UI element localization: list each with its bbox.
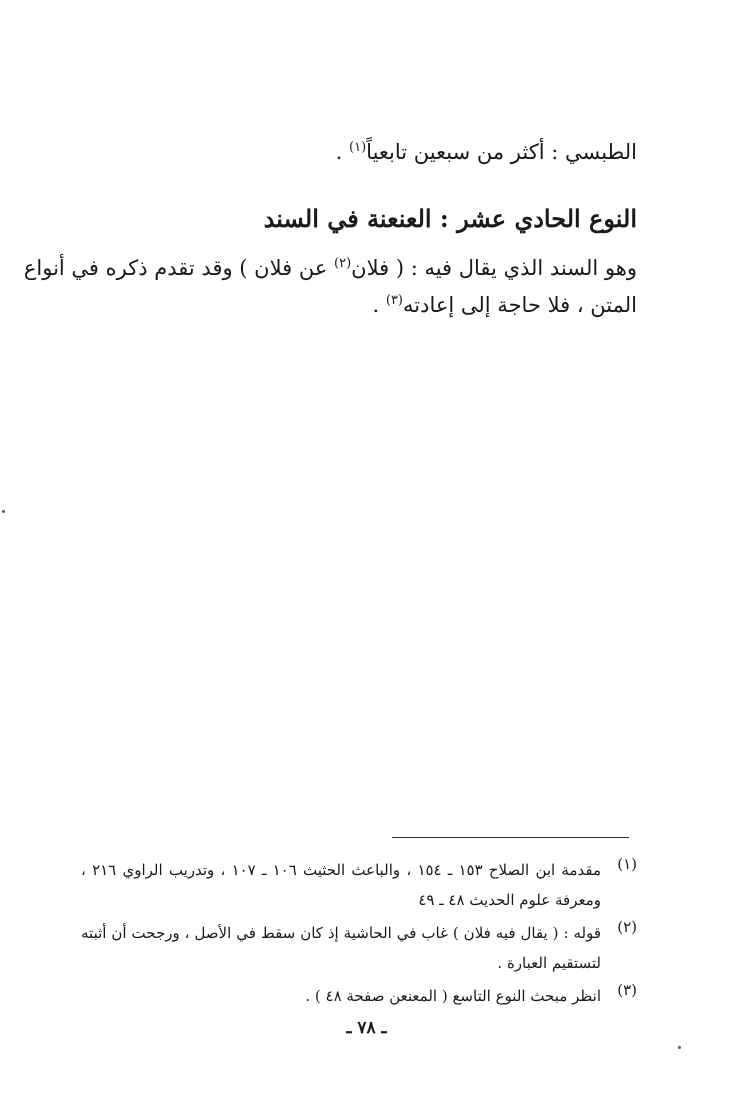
footnote-3 bbox=[81, 981, 637, 1011]
footnote-1 bbox=[81, 855, 637, 915]
footnote-ref-3[interactable]: (٣) bbox=[385, 293, 403, 308]
footnote-separator bbox=[392, 837, 629, 838]
paragraph-text-2a: المتن ، فلا حاجة إلى إعادته bbox=[403, 293, 637, 317]
footnote-number: (٢) bbox=[617, 918, 637, 936]
page-number: ـ ٧٨ ـ bbox=[346, 1018, 387, 1038]
scan-speck bbox=[678, 1046, 681, 1049]
paragraph-text-1b: عن فلان ) وقد تقدم ذكره في أنواع bbox=[23, 256, 335, 280]
paragraph-line-1 bbox=[23, 256, 637, 280]
footnote-2 bbox=[81, 918, 637, 978]
footnote-text: انظر مبحث النوع التاسع ( المعنعن صفحة ٤٨ ) . bbox=[305, 987, 601, 1005]
footnote-text: مقدمة ابن الصلاح ١٥٣ ـ ١٥٤ ، والباعث الحثيث ١٠٦ ـ ١٠٧ ، وتدريب الراوي ٢١٦ ، ومعرفة علوم الحديث ٤٨ ـ ٤٩ bbox=[81, 861, 601, 909]
section-heading: النوع الحادي عشر : العنعنة في السند bbox=[263, 204, 637, 233]
intro-end: . bbox=[335, 140, 350, 164]
footnote-text: قوله : ( يقال فيه فلان ) غاب في الحاشية إذ كان سقط في الأصل ، ورجحت أن أثبته لتستقيم العبارة . bbox=[81, 924, 601, 972]
intro-text: الطبسي : أكثر من سبعين تابعياً bbox=[366, 140, 637, 164]
footnote-number: (٣) bbox=[617, 981, 637, 999]
footnote-ref-1[interactable]: (١) bbox=[349, 140, 367, 155]
paragraph-text-2b: . bbox=[372, 293, 386, 317]
intro-line bbox=[336, 140, 637, 164]
scan-speck bbox=[2, 510, 5, 513]
paragraph-line-2 bbox=[373, 293, 638, 317]
footnote-number: (١) bbox=[617, 855, 637, 873]
footnote-ref-2[interactable]: (٢) bbox=[334, 256, 352, 271]
paragraph-text-1a: وهو السند الذي يقال فيه : ( فلان bbox=[351, 256, 637, 280]
